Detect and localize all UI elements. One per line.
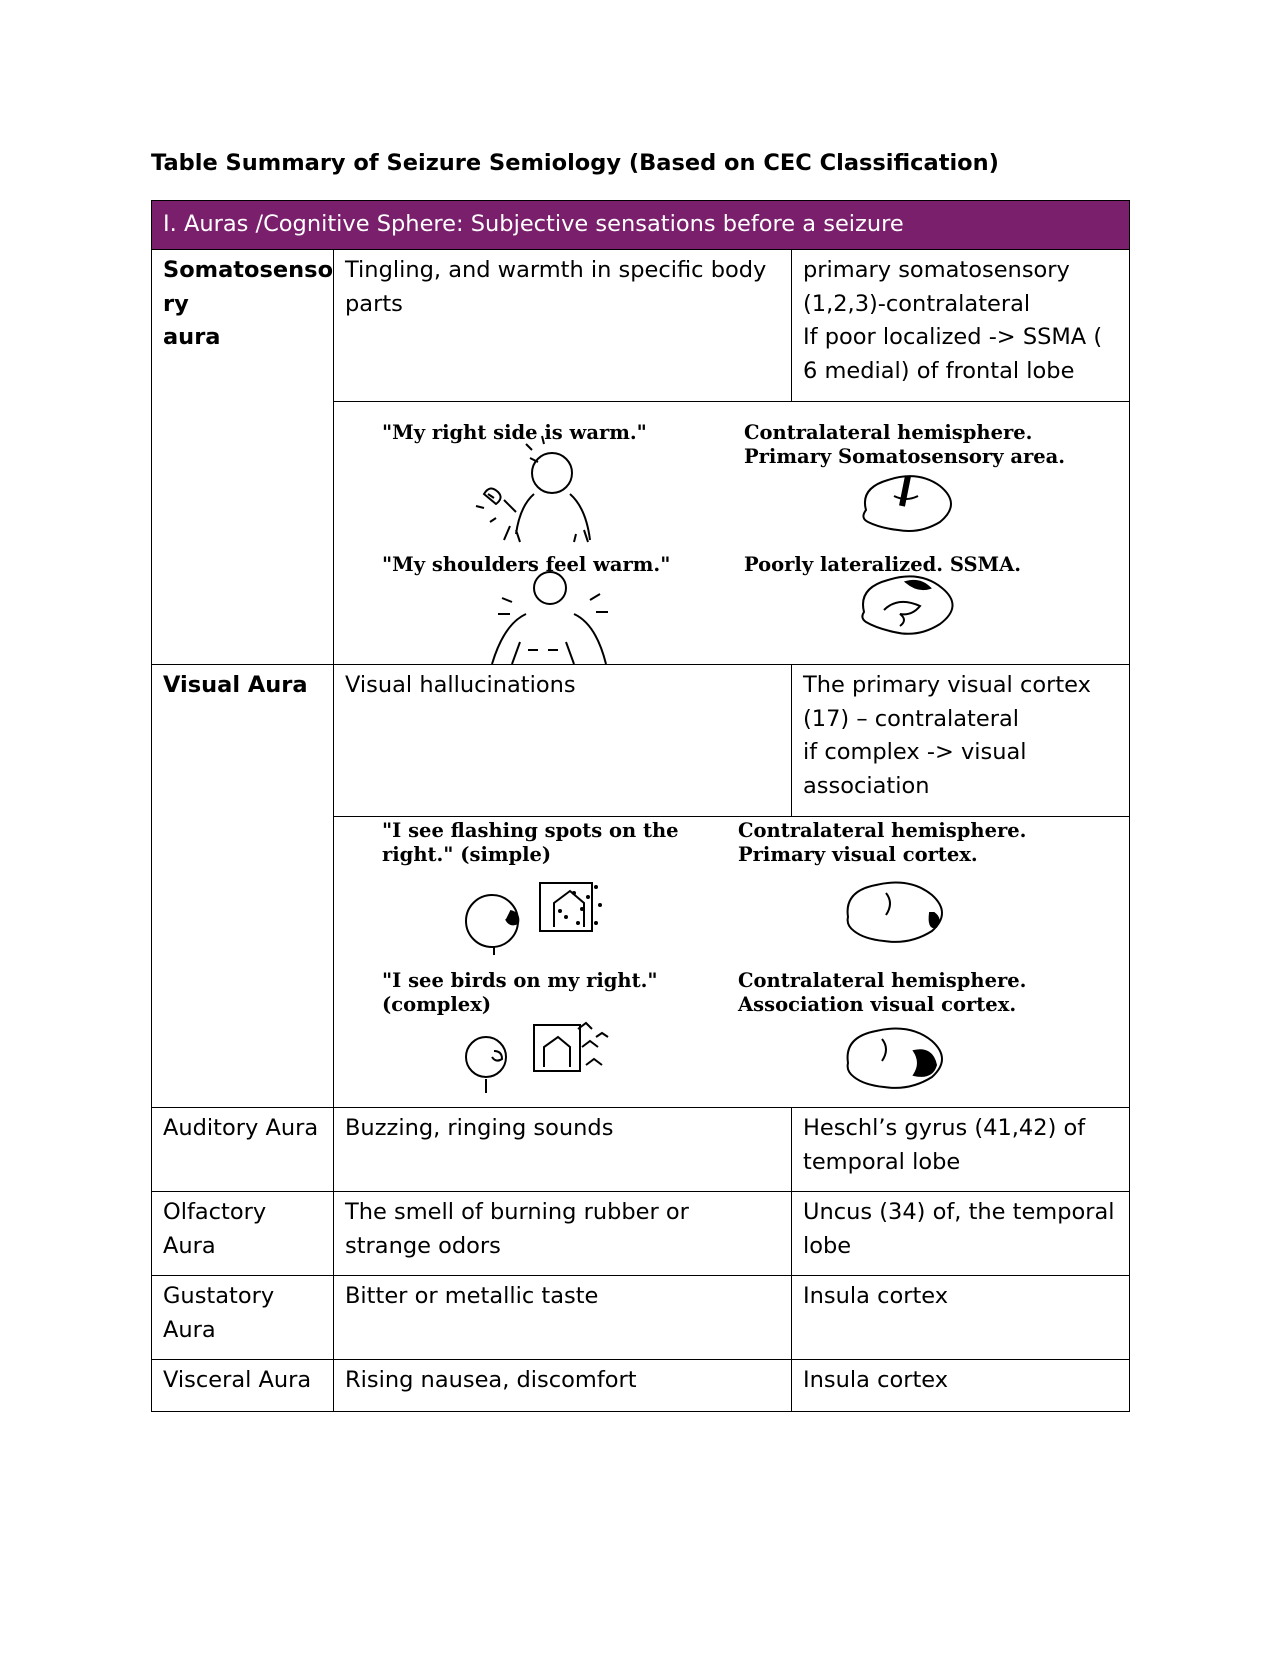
- figure-quote: "My shoulders feel warm.": [382, 553, 671, 576]
- aura-name-line: Somatosenso: [163, 257, 334, 283]
- aura-name-line: aura: [163, 324, 221, 350]
- aura-description-gustatory: Bitter or metallic taste: [334, 1276, 792, 1360]
- figure-quote: right." (simple): [382, 843, 552, 866]
- aura-name-auditory: Auditory Aura: [152, 1108, 334, 1192]
- aura-description-visual: Visual hallucinations: [334, 665, 792, 817]
- figure-location: Contralateral hemisphere.: [744, 421, 1033, 444]
- aura-name-gustatory: Gustatory Aura: [152, 1276, 334, 1360]
- figure-quote: (complex): [382, 993, 492, 1016]
- aura-location-gustatory: Insula cortex: [792, 1276, 1130, 1360]
- aura-name-somatosensory: [152, 250, 334, 665]
- table-row-gustatory: [152, 1276, 1130, 1360]
- figure-somatosensory: [334, 402, 1130, 665]
- figure-quote: "My right side is warm.": [382, 421, 647, 444]
- seizure-semiology-table: [151, 200, 1130, 1412]
- figure-location: Association visual cortex.: [738, 993, 1017, 1016]
- table-row-olfactory: [152, 1192, 1130, 1276]
- brain-medial-icon: [862, 576, 952, 633]
- aura-name-visual: Visual Aura: [152, 665, 334, 1108]
- brain-association-icon: [848, 1029, 942, 1088]
- aura-location-somatosensory: [792, 250, 1130, 402]
- person-warm-side-icon: [476, 436, 590, 542]
- table-row-somatosensory: [152, 250, 1130, 402]
- aura-description-somatosensory: Tingling, and warmth in specific body parts: [334, 250, 792, 402]
- visual-illustration: [334, 817, 1130, 1107]
- document-title: Table Summary of Seizure Semiology (Based on CEC Classification): [151, 150, 999, 176]
- aura-location-olfactory: Uncus (34) of, the temporal lobe: [792, 1192, 1130, 1276]
- location-line: primary somatosensory (1,2,3)-contralateral: [803, 257, 1070, 317]
- aura-name-line: ry: [163, 290, 189, 317]
- section-header: I. Auras /Cognitive Sphere: Subjective sensations before a seizure: [152, 201, 1130, 250]
- figure-location: Primary visual cortex.: [738, 843, 978, 866]
- location-line: If poor localized -> SSMA ( 6 medial) of frontal lobe: [803, 324, 1103, 384]
- table-row-visceral: [152, 1360, 1130, 1412]
- aura-description-visceral: Rising nausea, discomfort: [334, 1360, 792, 1412]
- figure-location: Poorly lateralized. SSMA.: [744, 553, 1022, 576]
- aura-name-olfactory: Olfactory Aura: [152, 1192, 334, 1276]
- person-shoulders-icon: [492, 572, 608, 664]
- figure-location: Contralateral hemisphere.: [738, 969, 1027, 992]
- table-row-auditory: [152, 1108, 1130, 1192]
- aura-name-visceral: Visceral Aura: [152, 1360, 334, 1412]
- figure-quote: "I see birds on my right.": [382, 969, 658, 992]
- somatosensory-illustration: [334, 402, 1130, 664]
- head-seeing-birds-icon: [466, 1023, 608, 1093]
- brain-lateral-icon: [863, 476, 951, 531]
- figure-location: Primary Somatosensory area.: [744, 445, 1066, 468]
- figure-location: Contralateral hemisphere.: [738, 819, 1027, 842]
- aura-description-auditory: Buzzing, ringing sounds: [334, 1108, 792, 1192]
- location-line: if complex -> visual association: [803, 739, 1027, 799]
- table-row-visual: [152, 665, 1130, 817]
- brain-occipital-icon: [848, 883, 942, 942]
- aura-location-auditory: Heschl’s gyrus (41,42) of temporal lobe: [792, 1108, 1130, 1192]
- aura-location-visceral: Insula cortex: [792, 1360, 1130, 1412]
- head-flashing-spots-icon: [466, 883, 602, 955]
- aura-location-visual: [792, 665, 1130, 817]
- aura-description-olfactory: The smell of burning rubber or strange odors: [334, 1192, 792, 1276]
- figure-quote: "I see flashing spots on the: [382, 819, 679, 842]
- section-header-row: [152, 201, 1130, 250]
- location-line: The primary visual cortex (17) – contralateral: [803, 672, 1091, 732]
- figure-visual: [334, 817, 1130, 1108]
